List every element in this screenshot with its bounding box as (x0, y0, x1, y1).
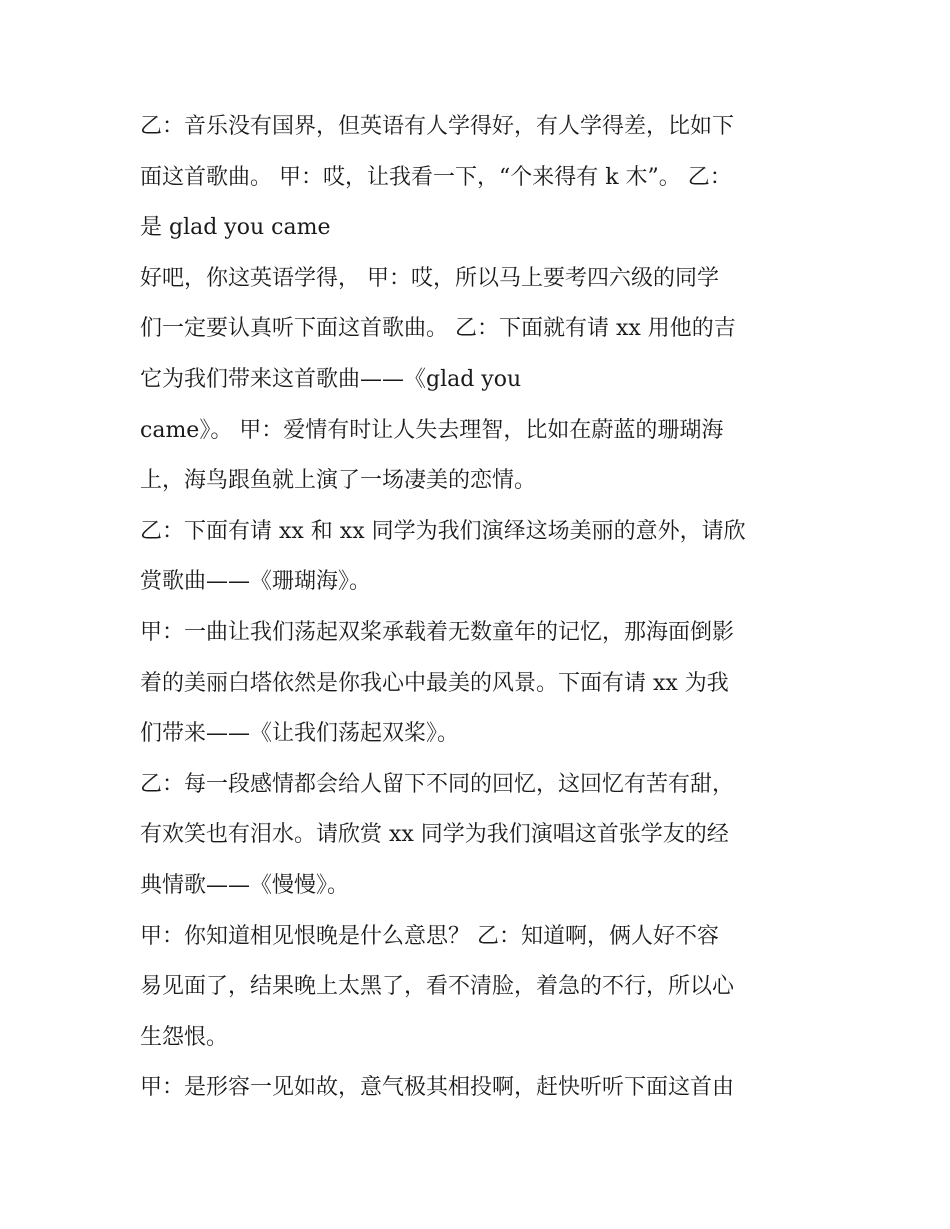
text-line: 着的美丽白塔依然是你我心中最美的风景。下面有请 xx 为我 (140, 670, 729, 696)
document-body (140, 102, 820, 1114)
text-line: 上，海鸟跟鱼就上演了一场凄美的恋情。 (140, 468, 537, 494)
text-line: 生怨恨。 (140, 1024, 229, 1050)
text-line: 赏歌曲——《珊瑚海》。 (140, 569, 372, 595)
text-line: 甲：一曲让我们荡起双桨承载着无数童年的记忆，那海面倒影 (140, 619, 735, 645)
text-line: came》。 甲：爱情有时让人失去理智，比如在蔚蓝的珊瑚海 (140, 417, 724, 443)
text-line: 们带来——《让我们荡起双桨》。 (140, 721, 460, 747)
text-line: 典情歌——《慢慢》。 (140, 872, 350, 898)
text-line: 们一定要认真听下面这首歌曲。 乙：下面就有请 xx 用他的吉 (140, 316, 736, 342)
text-line: 是 glad you came (140, 215, 331, 241)
text-line: 易见面了，结果晚上太黑了，看不清脸，着急的不行，所以心 (140, 974, 735, 1000)
text-line: 有欢笑也有泪水。请欣赏 xx 同学为我们演唱这首张学友的经 (140, 822, 729, 848)
text-line: 它为我们带来这首歌曲——《glad you (140, 366, 522, 392)
text-line: 乙：下面有请 xx 和 xx 同学为我们演绎这场美丽的意外，请欣 (140, 518, 746, 544)
text-line: 甲：你知道相见恨晚是什么意思？ 乙：知道啊，俩人好不容 (140, 923, 719, 949)
text-line: 面这首歌曲。 甲：哎，让我看一下，“个来得有 k 木”。 乙： (140, 164, 732, 190)
text-line: 乙：每一段感情都会给人留下不同的回忆，这回忆有苦有甜， (140, 771, 735, 797)
text-line: 甲：是形容一见如故，意气极其相投啊，赶快听听下面这首由 (140, 1075, 735, 1101)
text-line: 好吧，你这英语学得， 甲：哎，所以马上要考四六级的同学 (140, 265, 719, 291)
text-line: 乙：音乐没有国界，但英语有人学得好，有人学得差，比如下 (140, 114, 735, 139)
